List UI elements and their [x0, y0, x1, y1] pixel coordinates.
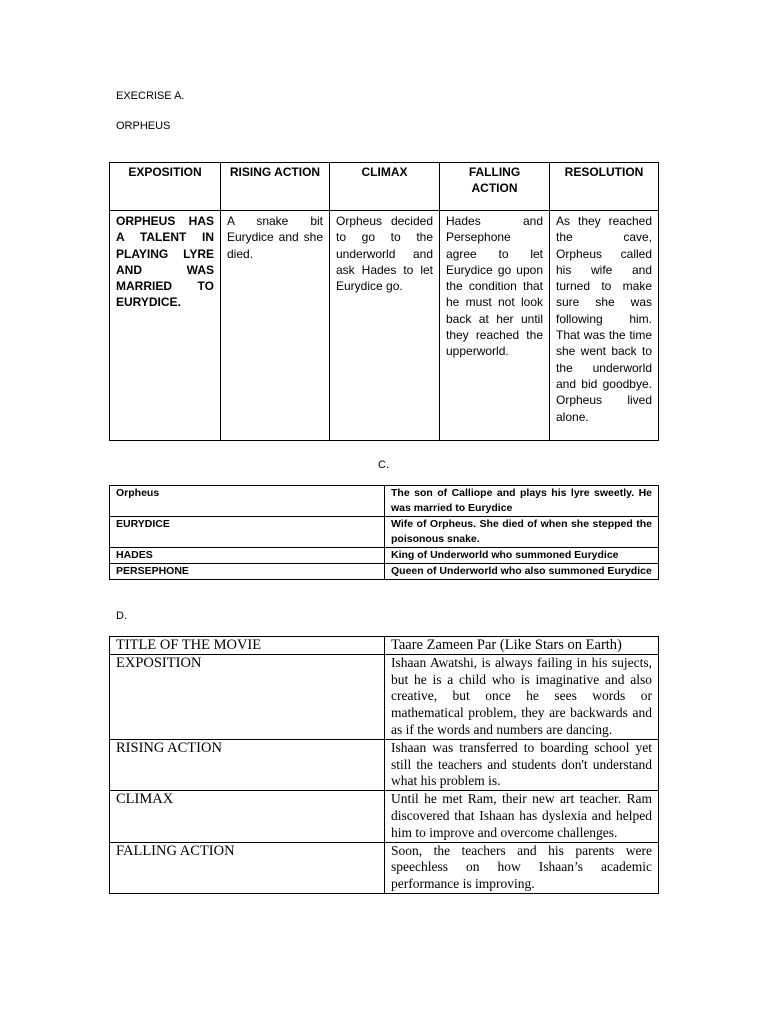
cell-falling-action: Hades and Persephone agree to let Eurydice go upon the condition that he must not look back at her until they reached the upperworld. — [440, 211, 550, 441]
exercise-heading: EXECRISE A. — [116, 90, 185, 102]
cell-exposition: ORPHEUS HAS A TALENT IN PLAYING LYRE AND WAS MARRIED TO EURYDICE. — [110, 211, 221, 441]
characters-table — [109, 485, 659, 580]
plot-table-orpheus — [109, 162, 659, 441]
row-key: EXPOSITION — [110, 654, 385, 739]
row-key: TITLE OF THE MOVIE — [110, 637, 385, 655]
character-name: EURYDICE — [110, 517, 385, 548]
character-description: The son of Calliope and plays his lyre sweetly. He was married to Eurydice — [385, 486, 659, 517]
row-key: FALLING ACTION — [110, 842, 385, 893]
character-description: King of Underworld who summoned Eurydice — [385, 548, 659, 564]
table-row — [110, 842, 659, 893]
header-climax: CLIMAX — [330, 163, 440, 211]
table-row — [110, 739, 659, 790]
table-row — [110, 637, 659, 655]
character-name: Orpheus — [110, 486, 385, 517]
row-value: Taare Zameen Par (Like Stars on Earth) — [385, 637, 659, 655]
row-key: CLIMAX — [110, 791, 385, 842]
story-heading: ORPHEUS — [116, 120, 171, 132]
table-row — [110, 654, 659, 739]
table-row — [110, 517, 659, 548]
table-row — [110, 486, 659, 517]
header-exposition: EXPOSITION — [110, 163, 221, 211]
character-name: HADES — [110, 548, 385, 564]
header-falling-action: FALLING ACTION — [440, 163, 550, 211]
character-description: Wife of Orpheus. She died of when she stepped the poisonous snake. — [385, 517, 659, 548]
section-d-heading: D. — [116, 610, 127, 622]
table-row — [110, 564, 659, 580]
cell-resolution: As they reached the cave, Orpheus called his wife and turned to make sure she was following him. That was the time she went back to the underworld and bid goodbye. Orpheus lived alone. — [550, 211, 659, 441]
table-header-row — [110, 163, 659, 211]
character-description: Queen of Underworld who also summoned Eurydice — [385, 564, 659, 580]
row-key: RISING ACTION — [110, 739, 385, 790]
row-value: Ishaan Awatshi, is always failing in his sujects, but he is a child who is imaginative and also creative, but once he sees words or mathematical problem, they are backwards and as if the words and numbers are dancing. — [385, 654, 659, 739]
table-row — [110, 791, 659, 842]
row-value: Until he met Ram, their new art teacher. Ram discovered that Ishaan has dyslexia and helped him to improve and overcome challenges. — [385, 791, 659, 842]
row-value: Soon, the teachers and his parents were speechless on how Ishaan’s academic performance is improving. — [385, 842, 659, 893]
table-row — [110, 548, 659, 564]
character-name: PERSEPHONE — [110, 564, 385, 580]
section-c-heading: C. — [378, 459, 389, 471]
header-rising-action: RISING ACTION — [221, 163, 330, 211]
movie-plot-table — [109, 636, 659, 894]
table-row — [110, 211, 659, 441]
cell-rising-action: A snake bit Eurydice and she died. — [221, 211, 330, 441]
header-resolution: RESOLUTION — [550, 163, 659, 211]
row-value: Ishaan was transferred to boarding school yet still the teachers and students don't understand what his problem is. — [385, 739, 659, 790]
cell-climax: Orpheus decided to go to the underworld and ask Hades to let Eurydice go. — [330, 211, 440, 441]
